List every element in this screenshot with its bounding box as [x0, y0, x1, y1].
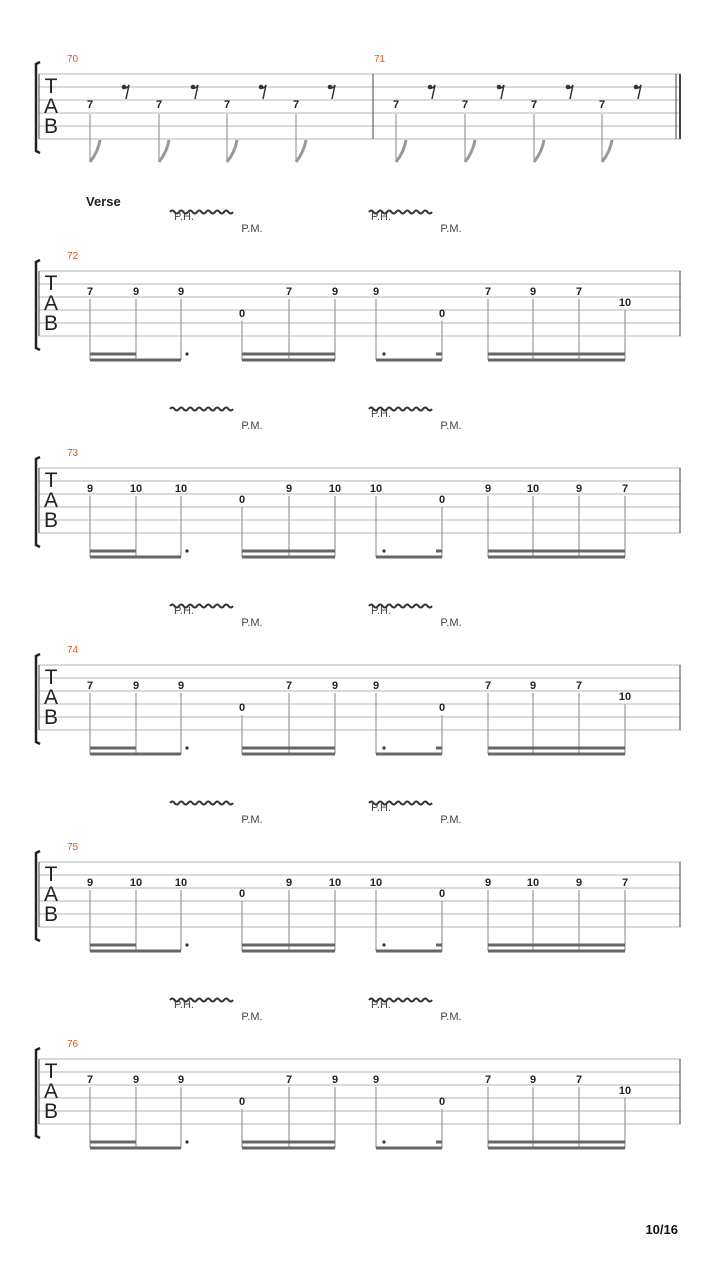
fret-number: 10	[328, 483, 342, 495]
note-flag	[296, 140, 306, 162]
fret-number: 7	[621, 877, 629, 889]
pm-label: P.M.	[241, 617, 263, 629]
fret-number: 7	[484, 286, 492, 298]
tab-letter-t: T	[44, 75, 58, 98]
fret-number: 9	[529, 286, 537, 298]
augmentation-dot	[382, 746, 385, 749]
fret-number: 7	[223, 99, 231, 111]
measure-number: 70	[67, 54, 79, 65]
pm-label: P.M.	[241, 814, 263, 826]
tab-letter-t: T	[44, 469, 58, 492]
note-flag	[90, 140, 100, 162]
fret-number: 9	[132, 680, 140, 692]
fret-number: 7	[86, 99, 94, 111]
augmentation-dot	[185, 352, 188, 355]
augmentation-dot	[382, 352, 385, 355]
vibrato-mark	[170, 408, 233, 411]
fret-number: 9	[86, 877, 94, 889]
fret-number: 9	[177, 286, 185, 298]
fret-number: 7	[86, 286, 94, 298]
tab-system	[36, 802, 681, 952]
tab-letter-a: A	[43, 686, 59, 709]
fret-number: 10	[174, 483, 188, 495]
pm-label: P.M.	[440, 223, 462, 235]
fret-number: 9	[86, 483, 94, 495]
ph-label: P.H.	[371, 408, 391, 420]
fret-number: 9	[285, 877, 293, 889]
fret-number: 0	[238, 888, 246, 900]
fret-number: 7	[575, 1074, 583, 1086]
staff-lines	[39, 74, 681, 139]
tab-letter-a: A	[43, 292, 59, 315]
pm-label: P.M.	[241, 1011, 263, 1023]
tab-letter-b: B	[43, 1100, 59, 1123]
fret-number: 7	[86, 1074, 94, 1086]
note-flag	[159, 140, 169, 162]
fret-number: 0	[238, 308, 246, 320]
fret-number: 9	[484, 483, 492, 495]
fret-number: 7	[285, 286, 293, 298]
ph-label: P.H.	[174, 211, 194, 223]
note-flag	[465, 140, 475, 162]
fret-number: 0	[438, 494, 446, 506]
tab-letter-b: B	[43, 115, 59, 138]
fret-number: 7	[461, 99, 469, 111]
fret-number: 9	[285, 483, 293, 495]
ph-label: P.H.	[371, 999, 391, 1011]
pm-label: P.M.	[241, 223, 263, 235]
note-flag	[534, 140, 544, 162]
ph-label: P.H.	[174, 999, 194, 1011]
fret-number: 10	[328, 877, 342, 889]
fret-number: 10	[129, 877, 143, 889]
augmentation-dot	[185, 746, 188, 749]
augmentation-dot	[382, 549, 385, 552]
fret-number: 0	[238, 1096, 246, 1108]
fret-number: 7	[86, 680, 94, 692]
pm-label: P.M.	[241, 420, 263, 432]
vibrato-mark	[170, 802, 233, 805]
augmentation-dot	[185, 549, 188, 552]
fret-number: 7	[530, 99, 538, 111]
augmentation-dot	[185, 943, 188, 946]
pm-label: P.M.	[440, 814, 462, 826]
tab-letter-t: T	[44, 272, 58, 295]
fret-number: 0	[438, 1096, 446, 1108]
fret-number: 9	[331, 680, 339, 692]
pm-label: P.M.	[440, 1011, 462, 1023]
fret-number: 0	[238, 702, 246, 714]
pm-label: P.M.	[440, 617, 462, 629]
fret-number: 7	[392, 99, 400, 111]
fret-number: 9	[177, 1074, 185, 1086]
fret-number: 9	[331, 286, 339, 298]
fret-number: 0	[238, 494, 246, 506]
tab-letter-a: A	[43, 489, 59, 512]
fret-number: 9	[331, 1074, 339, 1086]
fret-number: 10	[526, 877, 540, 889]
page-number: 10/16	[645, 1222, 678, 1237]
fret-number: 7	[292, 99, 300, 111]
measure-number: 74	[67, 645, 79, 656]
fret-number: 7	[575, 286, 583, 298]
fret-number: 10	[369, 877, 383, 889]
ph-label: P.H.	[371, 802, 391, 814]
measure-number: 75	[67, 842, 79, 853]
tab-systems	[36, 211, 681, 1149]
fret-number: 9	[372, 1074, 380, 1086]
augmentation-dot	[382, 943, 385, 946]
fret-number: 10	[369, 483, 383, 495]
section-label: Verse	[86, 194, 121, 209]
fret-number: 7	[484, 680, 492, 692]
fret-number: 7	[155, 99, 163, 111]
pm-label: P.M.	[440, 420, 462, 432]
ph-label: P.H.	[371, 605, 391, 617]
tab-letter-t: T	[44, 1060, 58, 1083]
measure-number: 73	[67, 448, 79, 459]
fret-number: 10	[618, 691, 632, 703]
tab-letter-a: A	[43, 883, 59, 906]
fret-number: 9	[575, 877, 583, 889]
intro-system	[36, 54, 681, 162]
fret-number: 9	[132, 1074, 140, 1086]
fret-number: 9	[372, 680, 380, 692]
fret-number: 7	[621, 483, 629, 495]
ph-label: P.H.	[371, 211, 391, 223]
fret-number: 10	[618, 1085, 632, 1097]
augmentation-dot	[185, 1140, 188, 1143]
fret-number: 9	[177, 680, 185, 692]
intro-notes	[87, 85, 641, 162]
tab-system	[36, 211, 681, 361]
tab-letter-b: B	[43, 509, 59, 532]
fret-number: 10	[526, 483, 540, 495]
fret-number: 9	[575, 483, 583, 495]
measure-number: 76	[67, 1039, 79, 1050]
note-flag	[227, 140, 237, 162]
fret-number: 0	[438, 702, 446, 714]
measure-number: 72	[67, 251, 79, 262]
fret-number: 7	[285, 680, 293, 692]
tab-system	[36, 408, 681, 558]
fret-number: 7	[598, 99, 606, 111]
tab-letter-b: B	[43, 312, 59, 335]
tab-letter-a: A	[43, 95, 59, 118]
measure-number: 71	[374, 54, 386, 65]
tab-letter-t: T	[44, 666, 58, 689]
fret-number: 7	[575, 680, 583, 692]
fret-number: 0	[438, 888, 446, 900]
augmentation-dot	[382, 1140, 385, 1143]
fret-number: 9	[132, 286, 140, 298]
tab-letter-b: B	[43, 903, 59, 926]
fret-number: 9	[372, 286, 380, 298]
fret-number: 10	[129, 483, 143, 495]
fret-number: 7	[484, 1074, 492, 1086]
tab-letter-t: T	[44, 863, 58, 886]
note-flag	[396, 140, 406, 162]
ph-label: P.H.	[174, 605, 194, 617]
tab-system	[36, 605, 681, 755]
fret-number: 0	[438, 308, 446, 320]
note-flag	[602, 140, 612, 162]
tab-letter-a: A	[43, 1080, 59, 1103]
tab-system	[36, 999, 681, 1149]
fret-number: 7	[285, 1074, 293, 1086]
fret-number: 9	[484, 877, 492, 889]
fret-number: 9	[529, 680, 537, 692]
fret-number: 10	[174, 877, 188, 889]
fret-number: 10	[618, 297, 632, 309]
tab-letter-b: B	[43, 706, 59, 729]
fret-number: 9	[529, 1074, 537, 1086]
